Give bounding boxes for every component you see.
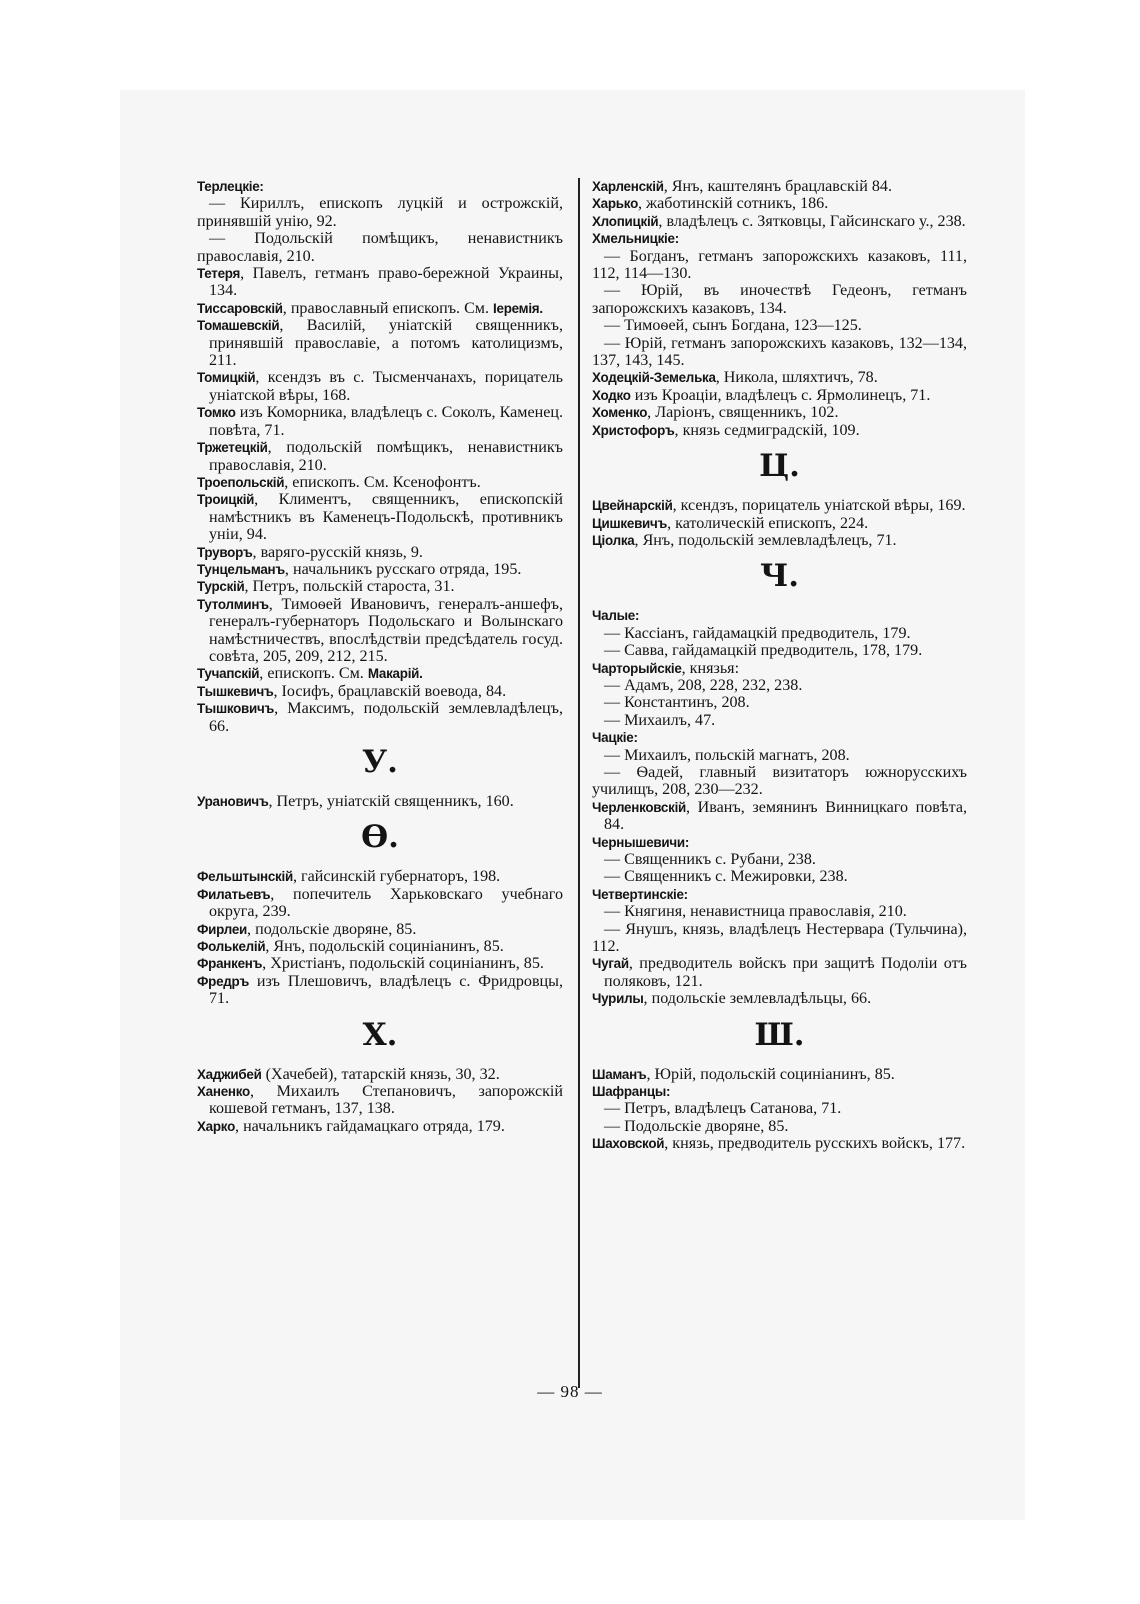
index-entry xyxy=(197,921,563,938)
entry-text: , попечитель Харьковскаго учебнаго округа, 239. xyxy=(209,885,563,921)
entry-text: , Іосифъ, брацлавскій воевода, 84. xyxy=(273,682,507,700)
index-entry xyxy=(197,665,563,682)
entry-reference: Макарій. xyxy=(367,666,423,682)
entry-headword: Чурилы xyxy=(592,991,644,1007)
entry-headword: Тучапскій xyxy=(197,666,260,682)
index-entry xyxy=(592,213,967,230)
index-subentry: — Савва, гайдамацкій предводитель, 178, 179. xyxy=(604,642,923,660)
entry-text: , предводитель войскъ при защитѣ Подоліи отъ поляковъ, 121. xyxy=(604,955,967,990)
entry-headword: Харко xyxy=(197,1118,236,1134)
entry-text: , князь седмиградскій, 109. xyxy=(674,421,860,439)
entry-headword: Ходко xyxy=(592,387,631,403)
entry-text: , православный епископъ. См. xyxy=(282,299,494,317)
entry-text: , подольскіе дворяне, 85. xyxy=(247,920,417,938)
index-column-left xyxy=(197,178,563,1135)
index-entry xyxy=(592,178,967,195)
entry-text: , начальникъ русскаго отряда, 195. xyxy=(284,560,522,578)
entry-text: , жаботинскій сотникъ, 186. xyxy=(638,195,829,213)
entry-headword: Чугай xyxy=(592,956,629,972)
index-entry xyxy=(197,596,563,666)
entry-headword: Турскій xyxy=(197,579,245,595)
index-entry xyxy=(197,317,563,369)
entry-text: , Петръ, польскій староста, 31. xyxy=(244,578,455,596)
index-column-right xyxy=(592,178,967,1153)
index-subentry: — Богданъ, гетманъ запорожскихъ казаковъ, 111, 112, 114—130. xyxy=(592,247,967,283)
index-entry xyxy=(592,230,967,247)
entry-headword: Троицкій xyxy=(197,492,255,508)
entry-text: , Никола, шляхтичъ, 78. xyxy=(715,369,878,387)
entry-text: , Янъ, подольскій социніанинъ, 85. xyxy=(265,938,504,956)
entry-headword: Тышковичъ xyxy=(197,701,275,717)
index-entry xyxy=(592,497,967,514)
index-entry xyxy=(592,799,967,834)
entry-headword: Тунцельманъ xyxy=(197,561,285,577)
entry-headword: Тышкевичъ xyxy=(197,683,274,699)
entry-headword: Чернышевичи: xyxy=(592,834,690,850)
index-entry xyxy=(592,422,967,439)
section-letter: Ч. xyxy=(759,558,800,595)
entry-text: , Михаилъ Степановичъ, запорожскій кошевой гетманъ, 137, 138. xyxy=(209,1083,563,1118)
entry-headword: Хмельницкіе: xyxy=(592,231,679,247)
index-entry xyxy=(197,369,563,404)
index-entry xyxy=(197,491,563,543)
entry-text: , Христіанъ, подольскій социніанинъ, 85. xyxy=(262,955,544,973)
entry-text: , Максимъ, подольскій землевладѣлецъ, 66. xyxy=(209,700,563,735)
entry-headword: Фолькелій xyxy=(197,939,266,955)
index-entry xyxy=(197,793,563,810)
entry-text: , ксендзъ въ с. Тысменчанахъ, порицатель уніатской вѣры, 168. xyxy=(209,369,563,404)
entry-headword: Хаджибей xyxy=(197,1066,262,1082)
index-subentry: — Ѳадей, главный визитаторъ южнорусскихъ училищъ, 208, 230—232. xyxy=(592,763,967,799)
index-entry xyxy=(592,1135,967,1152)
entry-headword: Цвейнарскій xyxy=(592,498,673,514)
index-entry xyxy=(197,1066,563,1083)
entry-headword: Троепольскій xyxy=(197,474,285,490)
index-subentry: — Кассіанъ, гайдамацкій предводитель, 179. xyxy=(604,624,911,642)
index-entry xyxy=(197,178,563,195)
entry-text: , подольскіе землевладѣльцы, 66. xyxy=(643,990,872,1008)
entry-headword: Фирлеи xyxy=(197,921,248,937)
entry-headword: Тиссаровскій xyxy=(197,300,283,316)
index-entry xyxy=(197,886,563,921)
index-subentry: — Константинъ, 208. xyxy=(604,694,750,712)
entry-headword: Тетеря xyxy=(197,266,241,282)
index-entry xyxy=(197,544,563,561)
entry-headword: Урановичъ xyxy=(197,794,269,809)
entry-headword: Четвертинскіе: xyxy=(592,886,688,902)
index-entry xyxy=(592,955,967,990)
index-subentry: — Юрій, въ иночествѣ Гедеонъ, гетманъ запорожскихъ казаковъ, 134. xyxy=(592,282,967,317)
index-entry xyxy=(592,532,967,549)
page-number: — 98 — xyxy=(537,1382,603,1401)
index-entry xyxy=(197,474,563,491)
entry-headword: Ханенко xyxy=(197,1084,250,1100)
index-entry xyxy=(592,1083,967,1100)
entry-headword: Ціолка xyxy=(592,532,635,548)
index-entry xyxy=(592,195,967,212)
index-entry xyxy=(197,578,563,595)
entry-text: , владѣлецъ с. Зятковцы, Гайсинскаго у., 238. xyxy=(658,212,966,230)
entry-text: , Павелъ, гетманъ право-бережной Украины, 134. xyxy=(209,265,563,300)
entry-text: , начальникъ гайдамацкаго отряда, 179. xyxy=(235,1117,505,1135)
section-letter: Х. xyxy=(362,1016,398,1053)
entry-headword: Томко xyxy=(197,405,236,421)
entry-text: , Юрій, подольскій социніанинъ, 85. xyxy=(646,1065,895,1083)
index-subentry: — Михаилъ, 47. xyxy=(604,711,716,729)
entry-text: изъ Плешовичъ, владѣлецъ с. Фридровцы, 71. xyxy=(209,972,563,1008)
index-entry xyxy=(197,561,563,578)
entry-text: , Ларіонъ, священникъ, 102. xyxy=(647,404,839,422)
entry-headword: Тржетецкій xyxy=(197,440,268,456)
entry-text: , Климентъ, священникъ, епископскій намѣстникъ въ Каменецъ-Подольскѣ, противникъ уніи, 94. xyxy=(209,491,563,544)
entry-text: изъ Кроаціи, владѣлецъ с. Ярмолинецъ, 71. xyxy=(630,386,931,404)
entry-headword: Шафранцы: xyxy=(592,1084,671,1100)
entry-text: , епископъ. См. Ксенофонтъ. xyxy=(284,473,481,491)
index-subentry: — Янушъ, князь, владѣлецъ Нестервара (Тульчина), 112. xyxy=(592,920,967,956)
entry-text: , Янъ, каштелянъ брацлавскій 84. xyxy=(663,178,893,195)
index-entry xyxy=(197,973,563,1008)
entry-text: (Хачебей), татарскій князь, 30, 32. xyxy=(261,1065,500,1083)
index-subentry: — Подольскій помѣщикъ, ненавистникъ православія, 210. xyxy=(197,230,563,265)
index-entry xyxy=(197,1083,563,1118)
entry-text: , Василій, уніатскій священникъ, принявшій православіе, а потомъ католицизмъ, 211. xyxy=(209,317,563,370)
entry-text: изъ Коморника, владѣлецъ с. Соколъ, Каменец. повѣта, 71. xyxy=(209,404,563,439)
entry-headword: Чарторыйскіе xyxy=(592,660,682,676)
index-entry xyxy=(197,938,563,955)
entry-headword: Чалые: xyxy=(592,608,640,624)
index-subentry: — Священникъ с. Рубани, 238. xyxy=(604,851,816,868)
entry-text: , князь, предводитель русскихъ войскъ, 177. xyxy=(664,1135,966,1153)
index-subentry: — Священникъ с. Межировки, 238. xyxy=(604,868,848,886)
section-letter: Ш. xyxy=(754,1016,805,1053)
entry-text: , Тимоѳей Ивановичъ, генералъ-аншефъ, генералъ-губернаторъ Подольскаго и Волынскаго намѣстничествъ, впослѣдствіи предсѣдатель госуд. совѣта, 205, 209, 212, 215. xyxy=(209,595,563,665)
index-subentry: — Княгиня, ненавистница православія, 210. xyxy=(604,903,907,921)
entry-headword: Шаманъ xyxy=(592,1066,647,1082)
index-subentry: — Подольскіе дворяне, 85. xyxy=(604,1117,789,1135)
section-letter: У. xyxy=(362,744,398,780)
entry-headword: Филатьевъ xyxy=(197,886,271,902)
index-subentry: — Михаилъ, польскій магнатъ, 208. xyxy=(604,746,850,764)
entry-headword: Шаховской xyxy=(592,1136,665,1152)
index-subentry: — Петръ, владѣлецъ Сатанова, 71. xyxy=(604,1100,842,1118)
entry-headword: Фредръ xyxy=(197,973,249,989)
entry-headword: Цишкевичъ xyxy=(592,515,668,531)
index-entry xyxy=(592,369,967,386)
index-entry xyxy=(592,886,967,903)
entry-text: , Петръ, уніатскій священникъ, 160. xyxy=(268,793,514,810)
index-entry xyxy=(197,683,563,700)
index-entry xyxy=(592,515,967,532)
index-entry xyxy=(592,387,967,404)
section-letter: Ѳ. xyxy=(361,819,399,856)
index-entry xyxy=(197,300,563,317)
index-entry xyxy=(592,729,967,746)
entry-text: , епископъ. См. xyxy=(259,665,368,683)
index-entry xyxy=(197,868,563,885)
index-entry xyxy=(197,700,563,735)
section-letter: Ц. xyxy=(759,448,800,485)
index-entry xyxy=(197,955,563,972)
entry-headword: Харько xyxy=(592,196,638,212)
entry-headword: Терлецкіе: xyxy=(197,179,264,194)
entry-headword: Франкенъ xyxy=(197,956,263,972)
entry-reference: Іеремія. xyxy=(493,300,543,316)
entry-headword: Труворъ xyxy=(197,544,253,560)
index-entry xyxy=(197,265,563,300)
index-entry xyxy=(592,1066,967,1083)
index-subentry: — Адамъ, 208, 228, 232, 238. xyxy=(604,676,803,694)
index-entry xyxy=(592,990,967,1007)
entry-text: , варяго-русскій князь, 9. xyxy=(252,543,423,561)
entry-headword: Тутолминъ xyxy=(197,596,269,612)
entry-text: , гайсинскій губернаторъ, 198. xyxy=(292,868,501,886)
entry-headword: Томицкій xyxy=(197,370,256,386)
column-divider xyxy=(578,178,580,1388)
index-entry xyxy=(197,1118,563,1135)
entry-headword: Хлопицкій xyxy=(592,213,659,229)
entry-headword: Хоменко xyxy=(592,405,648,421)
index-entry xyxy=(592,607,967,624)
index-entry xyxy=(592,660,967,677)
index-subentry: — Тимоѳей, сынъ Богдана, 123—125. xyxy=(604,317,862,335)
entry-text: , князья: xyxy=(681,659,740,677)
entry-text: , Янъ, подольскій землевладѣлецъ, 71. xyxy=(634,531,897,549)
index-entry xyxy=(592,834,967,851)
entry-headword: Томашевскій xyxy=(197,318,280,334)
entry-headword: Черленковскій xyxy=(592,799,687,815)
entry-text: , католическій епископъ, 224. xyxy=(667,514,869,532)
index-entry xyxy=(592,404,967,421)
index-entry xyxy=(197,439,563,474)
entry-headword: Ходецкій-Земелька xyxy=(592,370,716,386)
entry-text: , Иванъ, земянинъ Винницкаго повѣта, 84. xyxy=(604,798,967,834)
index-subentry: — Кириллъ, епископъ луцкій и острожскій, принявшій унію, 92. xyxy=(197,195,563,230)
entry-text: , ксендзъ, порицатель уніатской вѣры, 169. xyxy=(672,497,966,515)
index-subentry: — Юрій, гетманъ запорожскихъ казаковъ, 132—134, 137, 143, 145. xyxy=(592,334,967,370)
entry-text: , подольскій помѣщикъ, ненавистникъ православія, 210. xyxy=(209,439,563,474)
index-entry xyxy=(197,404,563,439)
entry-headword: Христофоръ xyxy=(592,422,675,438)
entry-headword: Фельштынскій xyxy=(197,869,293,885)
entry-headword: Харленскій xyxy=(592,179,664,194)
entry-headword: Чацкіе: xyxy=(592,730,638,746)
